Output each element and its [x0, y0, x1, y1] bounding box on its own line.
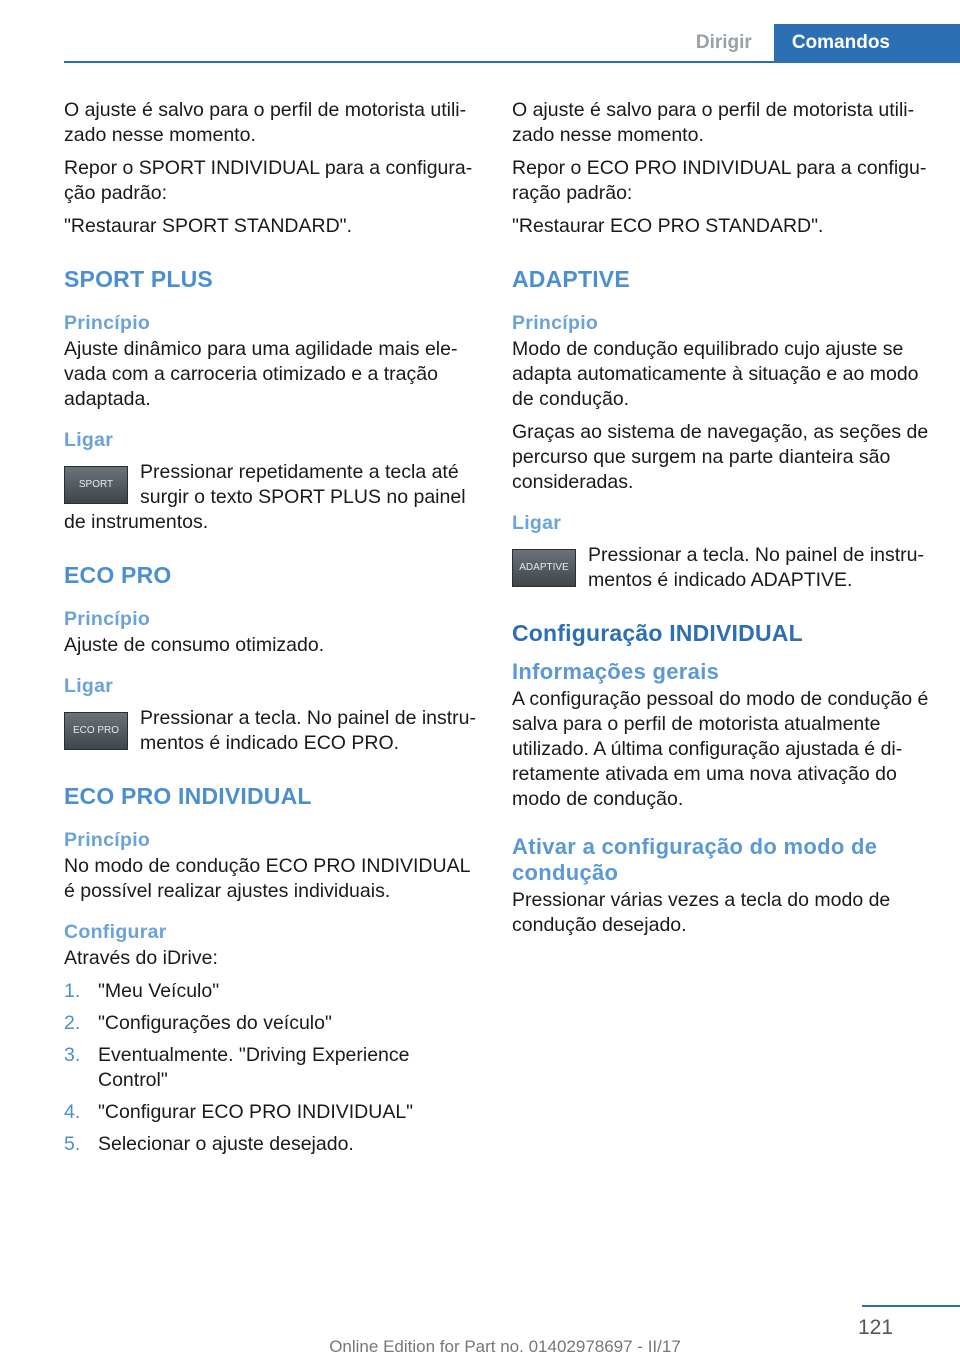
sport-plus-title: SPORT PLUS: [64, 266, 213, 292]
sport-plus-on-text: Pressionar repetidamente a tecla até surgir o texto SPORT PLUS no painel de instrumentos.: [64, 461, 466, 533]
sport-plus-instruction: [64, 460, 482, 535]
footer-rule: [862, 1305, 960, 1307]
tab-dirigir[interactable]: Dirigir: [674, 24, 774, 62]
adaptive-principle-text-1: Modo de condução equilibrado cujo ajuste se adapta automaticamente à situação e ao modo de condução.: [512, 338, 919, 410]
left-intro-1: O ajuste é salvo para o perfil de motorista utili-zado nesse momento.: [64, 99, 467, 146]
adaptive-principle-heading: Princípio: [512, 312, 599, 334]
config-steps-list: [64, 979, 482, 1157]
left-column: [64, 98, 482, 1164]
right-intro-3: "Restaurar ECO PRO STANDARD".: [512, 215, 824, 237]
left-intro-3: "Restaurar SPORT STANDARD".: [64, 215, 352, 237]
page-number: 121: [858, 1316, 894, 1339]
eco-pro-principle-text: Ajuste de consumo otimizado.: [64, 634, 325, 656]
eco-pro-individual-title: ECO PRO INDIVIDUAL: [64, 783, 312, 809]
footer-edition: Online Edition for Part no. 01402978697 - II/17: [329, 1337, 681, 1356]
right-intro-2: Repor o ECO PRO INDIVIDUAL para a configu-ração padrão:: [512, 157, 927, 204]
list-item: 3. Eventualmente. "Driving Experience Control": [64, 1044, 410, 1091]
eco-pro-title: ECO PRO: [64, 562, 172, 588]
eco-pro-button-icon: ECO PRO: [64, 712, 128, 750]
eco-pro-on-text: Pressionar a tecla. No painel de instru-mentos é indicado ECO PRO.: [140, 707, 477, 754]
right-intro-1: O ajuste é salvo para o perfil de motorista utili-zado nesse momento.: [512, 99, 915, 146]
header-tabs: [674, 24, 960, 62]
adaptive-title: ADAPTIVE: [512, 266, 630, 292]
eco-pro-individual-principle-heading: Princípio: [64, 829, 151, 851]
list-item: 1. "Meu Veículo": [64, 980, 220, 1002]
adaptive-button-icon: ADAPTIVE: [512, 549, 576, 587]
eco-pro-individual-principle-text: No modo de condução ECO PRO INDIVIDUAL é possível realizar ajustes individuais.: [64, 855, 470, 902]
sport-plus-principle-heading: Princípio: [64, 312, 151, 334]
individual-activate-heading: Ativar a configuração do modo de condução: [512, 834, 878, 885]
eco-pro-individual-config-text: Através do iDrive:: [64, 947, 218, 969]
sport-button-icon: SPORT: [64, 466, 128, 504]
sport-plus-principle-text: Ajuste dinâmico para uma agilidade mais ele-vada com a carroceria otimizado e a tração adaptada.: [64, 338, 458, 410]
adaptive-principle-text-2: Graças ao sistema de navegação, as seções de percurso que surgem na parte dianteira são consideradas.: [512, 421, 929, 493]
eco-pro-individual-config-heading: Configurar: [64, 921, 167, 943]
tab-comandos[interactable]: Comandos: [774, 24, 960, 62]
eco-pro-principle-heading: Princípio: [64, 608, 151, 630]
adaptive-instruction: [512, 543, 932, 593]
left-intro-2: Repor o SPORT INDIVIDUAL para a configura-ção padrão:: [64, 157, 473, 204]
list-item: 2. "Configurações do veículo": [64, 1012, 332, 1034]
list-item: 5. Selecionar o ajuste desejado.: [64, 1133, 354, 1155]
list-item: 4. "Configurar ECO PRO INDIVIDUAL": [64, 1101, 414, 1123]
adaptive-on-heading: Ligar: [512, 512, 562, 534]
individual-general-heading: Informações gerais: [512, 659, 720, 684]
individual-title: Configuração INDIVIDUAL: [512, 620, 803, 646]
sport-plus-on-heading: Ligar: [64, 429, 114, 451]
individual-general-text: A configuração pessoal do modo de condução é salva para o perfil de motorista atualmente utilizado. A última configuração ajustada é di-retamente ativada em uma nova ativação do modo de condução.: [512, 688, 929, 810]
right-column: [512, 98, 932, 946]
header-rule: [64, 61, 960, 63]
eco-pro-instruction: [64, 706, 482, 756]
eco-pro-on-heading: Ligar: [64, 675, 114, 697]
adaptive-on-text: Pressionar a tecla. No painel de instru-mentos é indicado ADAPTIVE.: [588, 544, 925, 591]
individual-activate-text: Pressionar várias vezes a tecla do modo de condução desejado.: [512, 889, 891, 936]
